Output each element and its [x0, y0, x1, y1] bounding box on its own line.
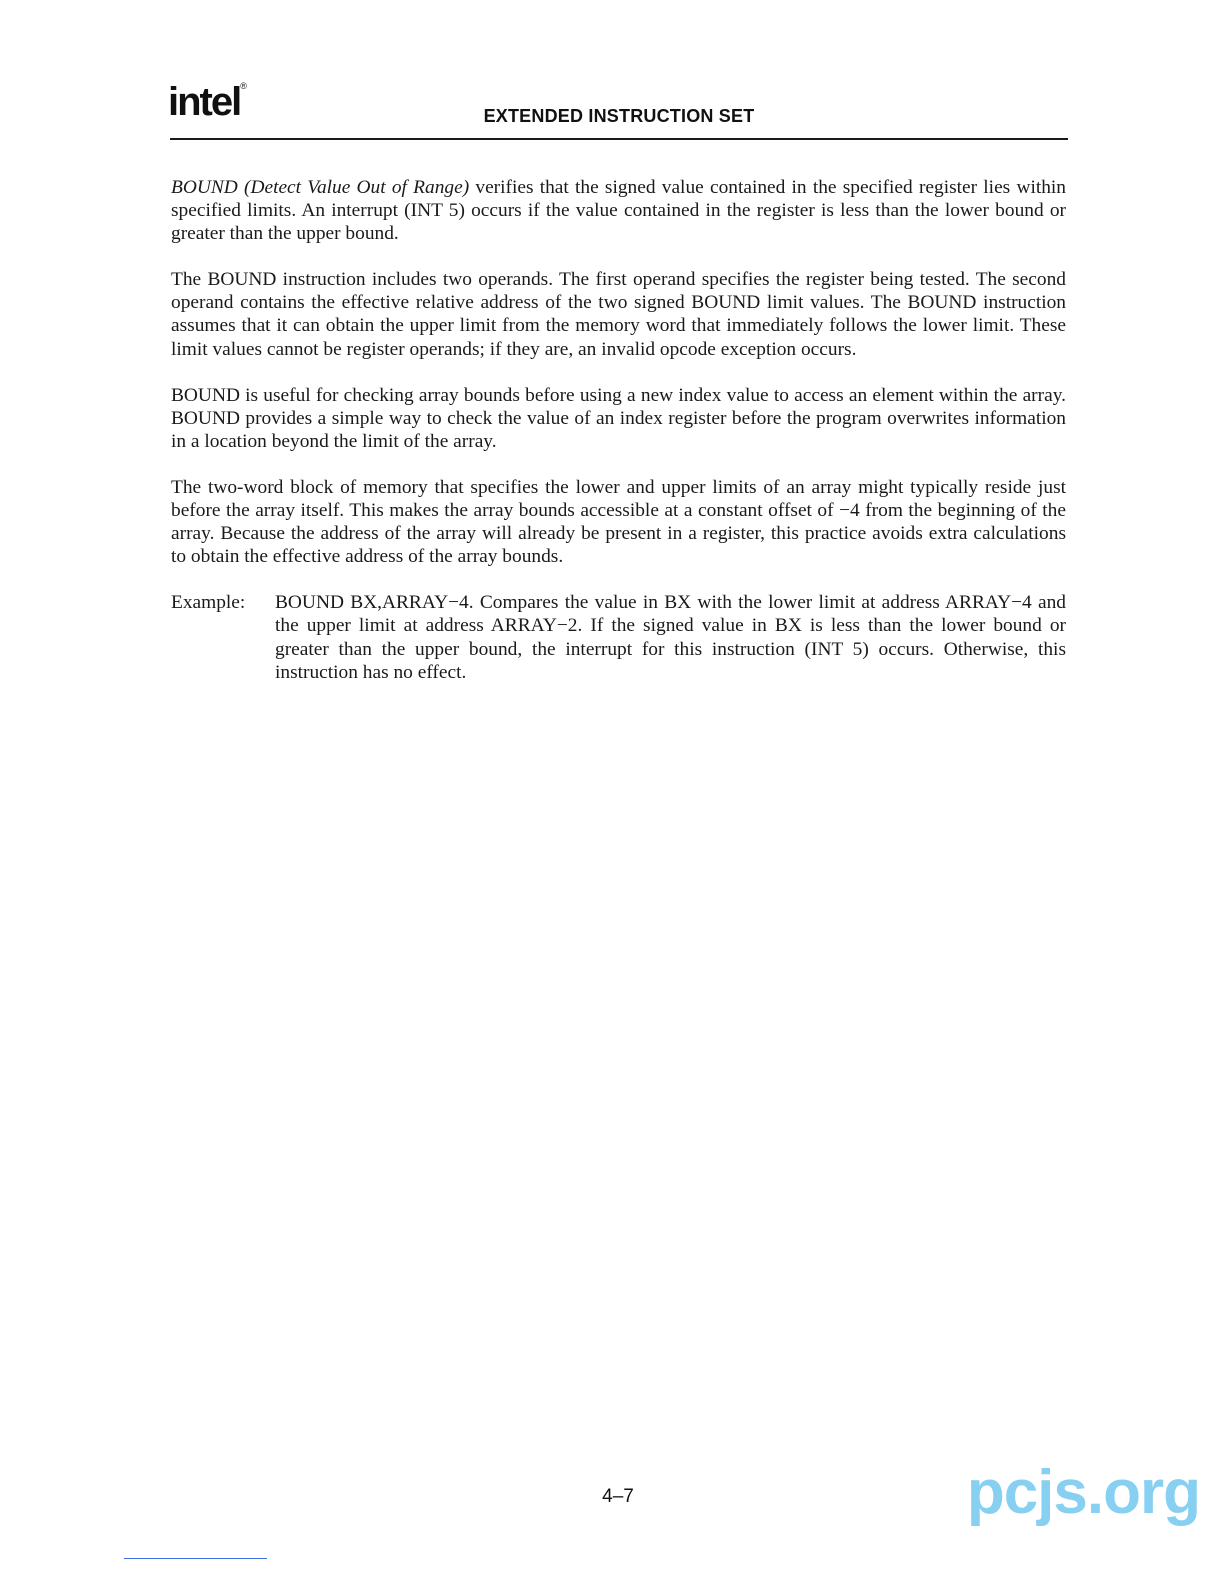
- bound-definition-text: verifies that the signed value contained in the specified register lies within specified limits. An interrupt (INT 5) occurs if the value contained in the register is less than the lower bound or greater than the upper bound.: [171, 177, 1066, 245]
- bottom-link-rule: [124, 1558, 267, 1559]
- example-block: [171, 591, 1066, 683]
- paragraph-usefulness: BOUND is useful for checking array bounds before using a new index value to access an element within the array. BOUND provides a simple way to check the value of an index register before the program overwrites information in a location beyond the limit of the array.: [171, 384, 1066, 452]
- paragraph-bound-definition: [171, 176, 1066, 245]
- paragraph-operands: The BOUND instruction includes two operands. The first operand specifies the register being tested. The second operand contains the effective relative address of the two signed BOUND limit values. The BOUND instruction assumes that it can obtain the upper limit from the memory word that immediately follows the lower limit. These limit values cannot be register operands; if they are, an invalid opcode exception occurs.: [171, 269, 1066, 360]
- logo-text: intel: [168, 80, 241, 124]
- page-header: [170, 82, 1068, 140]
- logo-registered-mark: ®: [240, 81, 247, 91]
- document-body: [171, 176, 1066, 684]
- example-text: BOUND BX,ARRAY−4. Compares the value in BX with the lower limit at address ARRAY−4 and the upper limit at address ARRAY−2. If the signed value in BX is less than the lower bound or greater than the upper bound, the interrupt for this instruction (INT 5) occurs. Otherwise, this instruction has no effect.: [275, 592, 1066, 683]
- example-label: Example:: [171, 592, 246, 614]
- page-number: 4–7: [602, 1486, 634, 1507]
- pcjs-watermark: pcjs.org: [966, 1458, 1200, 1527]
- paragraph-memory-block: The two-word block of memory that specifies the lower and upper limits of an array might typically reside just before the array itself. This makes the array bounds accessible at a constant offset of −4 from the beginning of the array. Because the address of the array will already be present in a register, this practice avoids extra calculations to obtain the effective address of the array bounds.: [171, 476, 1066, 568]
- header-title: EXTENDED INSTRUCTION SET: [483, 106, 755, 126]
- bound-term: BOUND (Detect Value Out of Range): [171, 177, 470, 198]
